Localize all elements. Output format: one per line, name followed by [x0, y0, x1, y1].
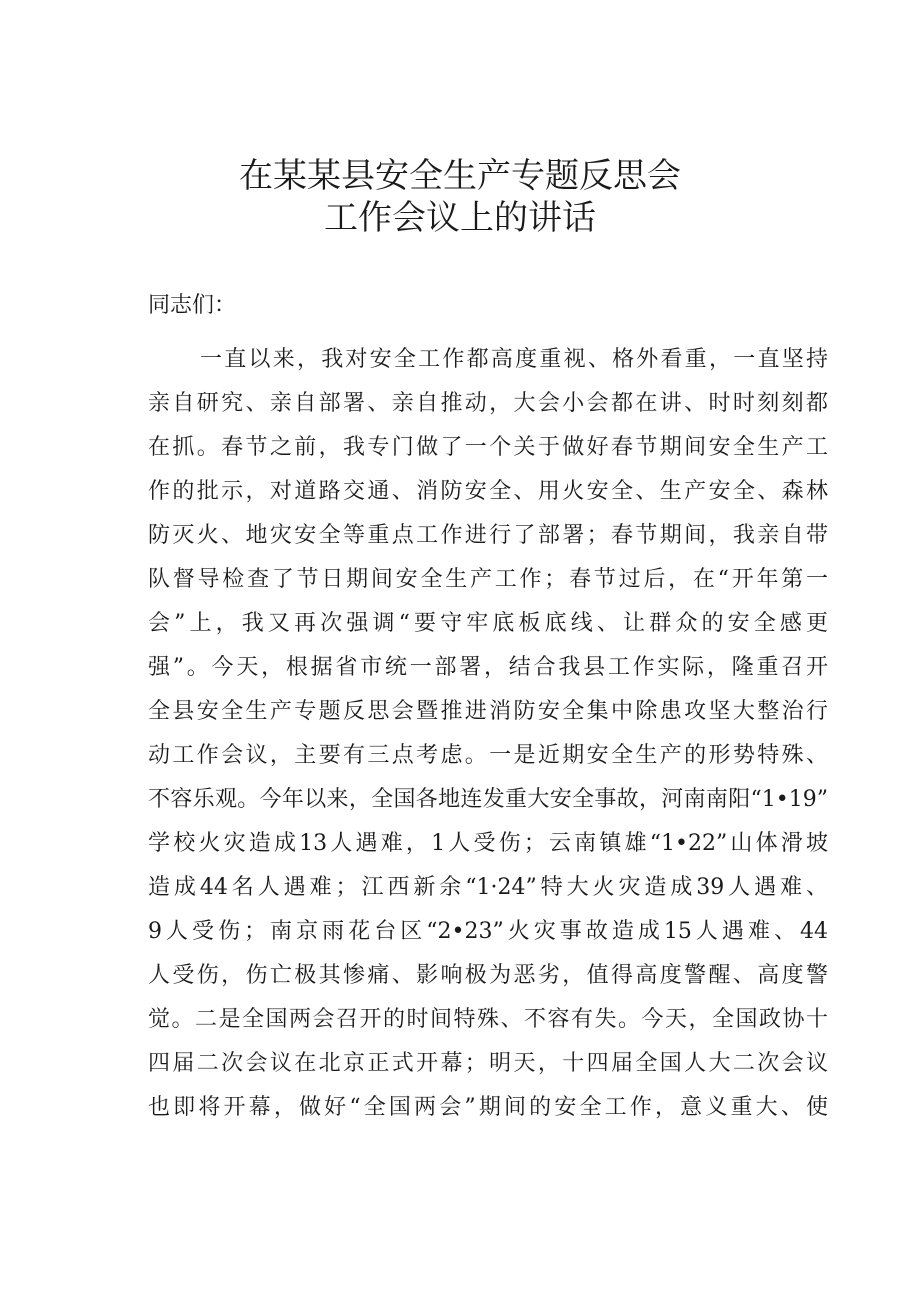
- body-line: 队督导检查了节日期间安全生产工作；春节过后，在“开年第一: [148, 567, 828, 592]
- document-title-line-2: 工作会议上的讲话: [324, 198, 596, 238]
- salutation: 同志们：: [148, 293, 237, 318]
- body-line: 强”。今天，根据省市统一部署，结合我县工作实际，隆重召开: [148, 655, 828, 680]
- body-line: 觉。二是全国两会召开的时间特殊、不容有失。今天，全国政协十: [148, 1007, 828, 1032]
- body-line: 9人受伤；南京雨花台区“2•23”火灾事故造成15人遇难、44: [148, 919, 828, 944]
- body-line: 造成44名人遇难；江西新余“1·24”特大火灾造成39人遇难、: [148, 875, 828, 900]
- body-line: 全县安全生产专题反思会暨推进消防安全集中除患攻坚大整治行: [148, 699, 828, 724]
- body-line: 作的批示，对道路交通、消防安全、用火安全、生产安全、森林: [148, 479, 828, 504]
- body-line: 四届二次会议在北京正式开幕；明天，十四届全国人大二次会议: [148, 1051, 828, 1076]
- body-line: 动工作会议，主要有三点考虑。一是近期安全生产的形势特殊、: [148, 743, 828, 768]
- body-line: 亲自研究、亲自部署、亲自推动，大会小会都在讲、时时刻刻都: [148, 391, 828, 416]
- body-line: 人受伤，伤亡极其惨痛、影响极为恶劣，值得高度警醒、高度警: [148, 963, 828, 988]
- body-line: 学校火灾造成13人遇难，1人受伤；云南镇雄“1•22”山体滑坡: [148, 831, 828, 856]
- body-line: 不容乐观。今年以来，全国各地连发重大安全事故，河南南阳“1•19”: [148, 787, 828, 812]
- speech-body: [148, 338, 828, 1130]
- body-line: 会”上，我又再次强调“要守牢底板底线、让群众的安全感更: [148, 611, 828, 636]
- document-title-line-1: 在某某县安全生产专题反思会: [239, 156, 681, 196]
- body-line: 防灭火、地灾安全等重点工作进行了部署；春节期间，我亲自带: [148, 523, 828, 548]
- body-line: 在抓。春节之前，我专门做了一个关于做好春节期间安全生产工: [148, 435, 828, 460]
- body-line: 一直以来，我对安全工作都高度重视、格外看重，一直坚持: [200, 347, 828, 372]
- body-line: 也即将开幕，做好“全国两会”期间的安全工作，意义重大、使: [148, 1095, 828, 1120]
